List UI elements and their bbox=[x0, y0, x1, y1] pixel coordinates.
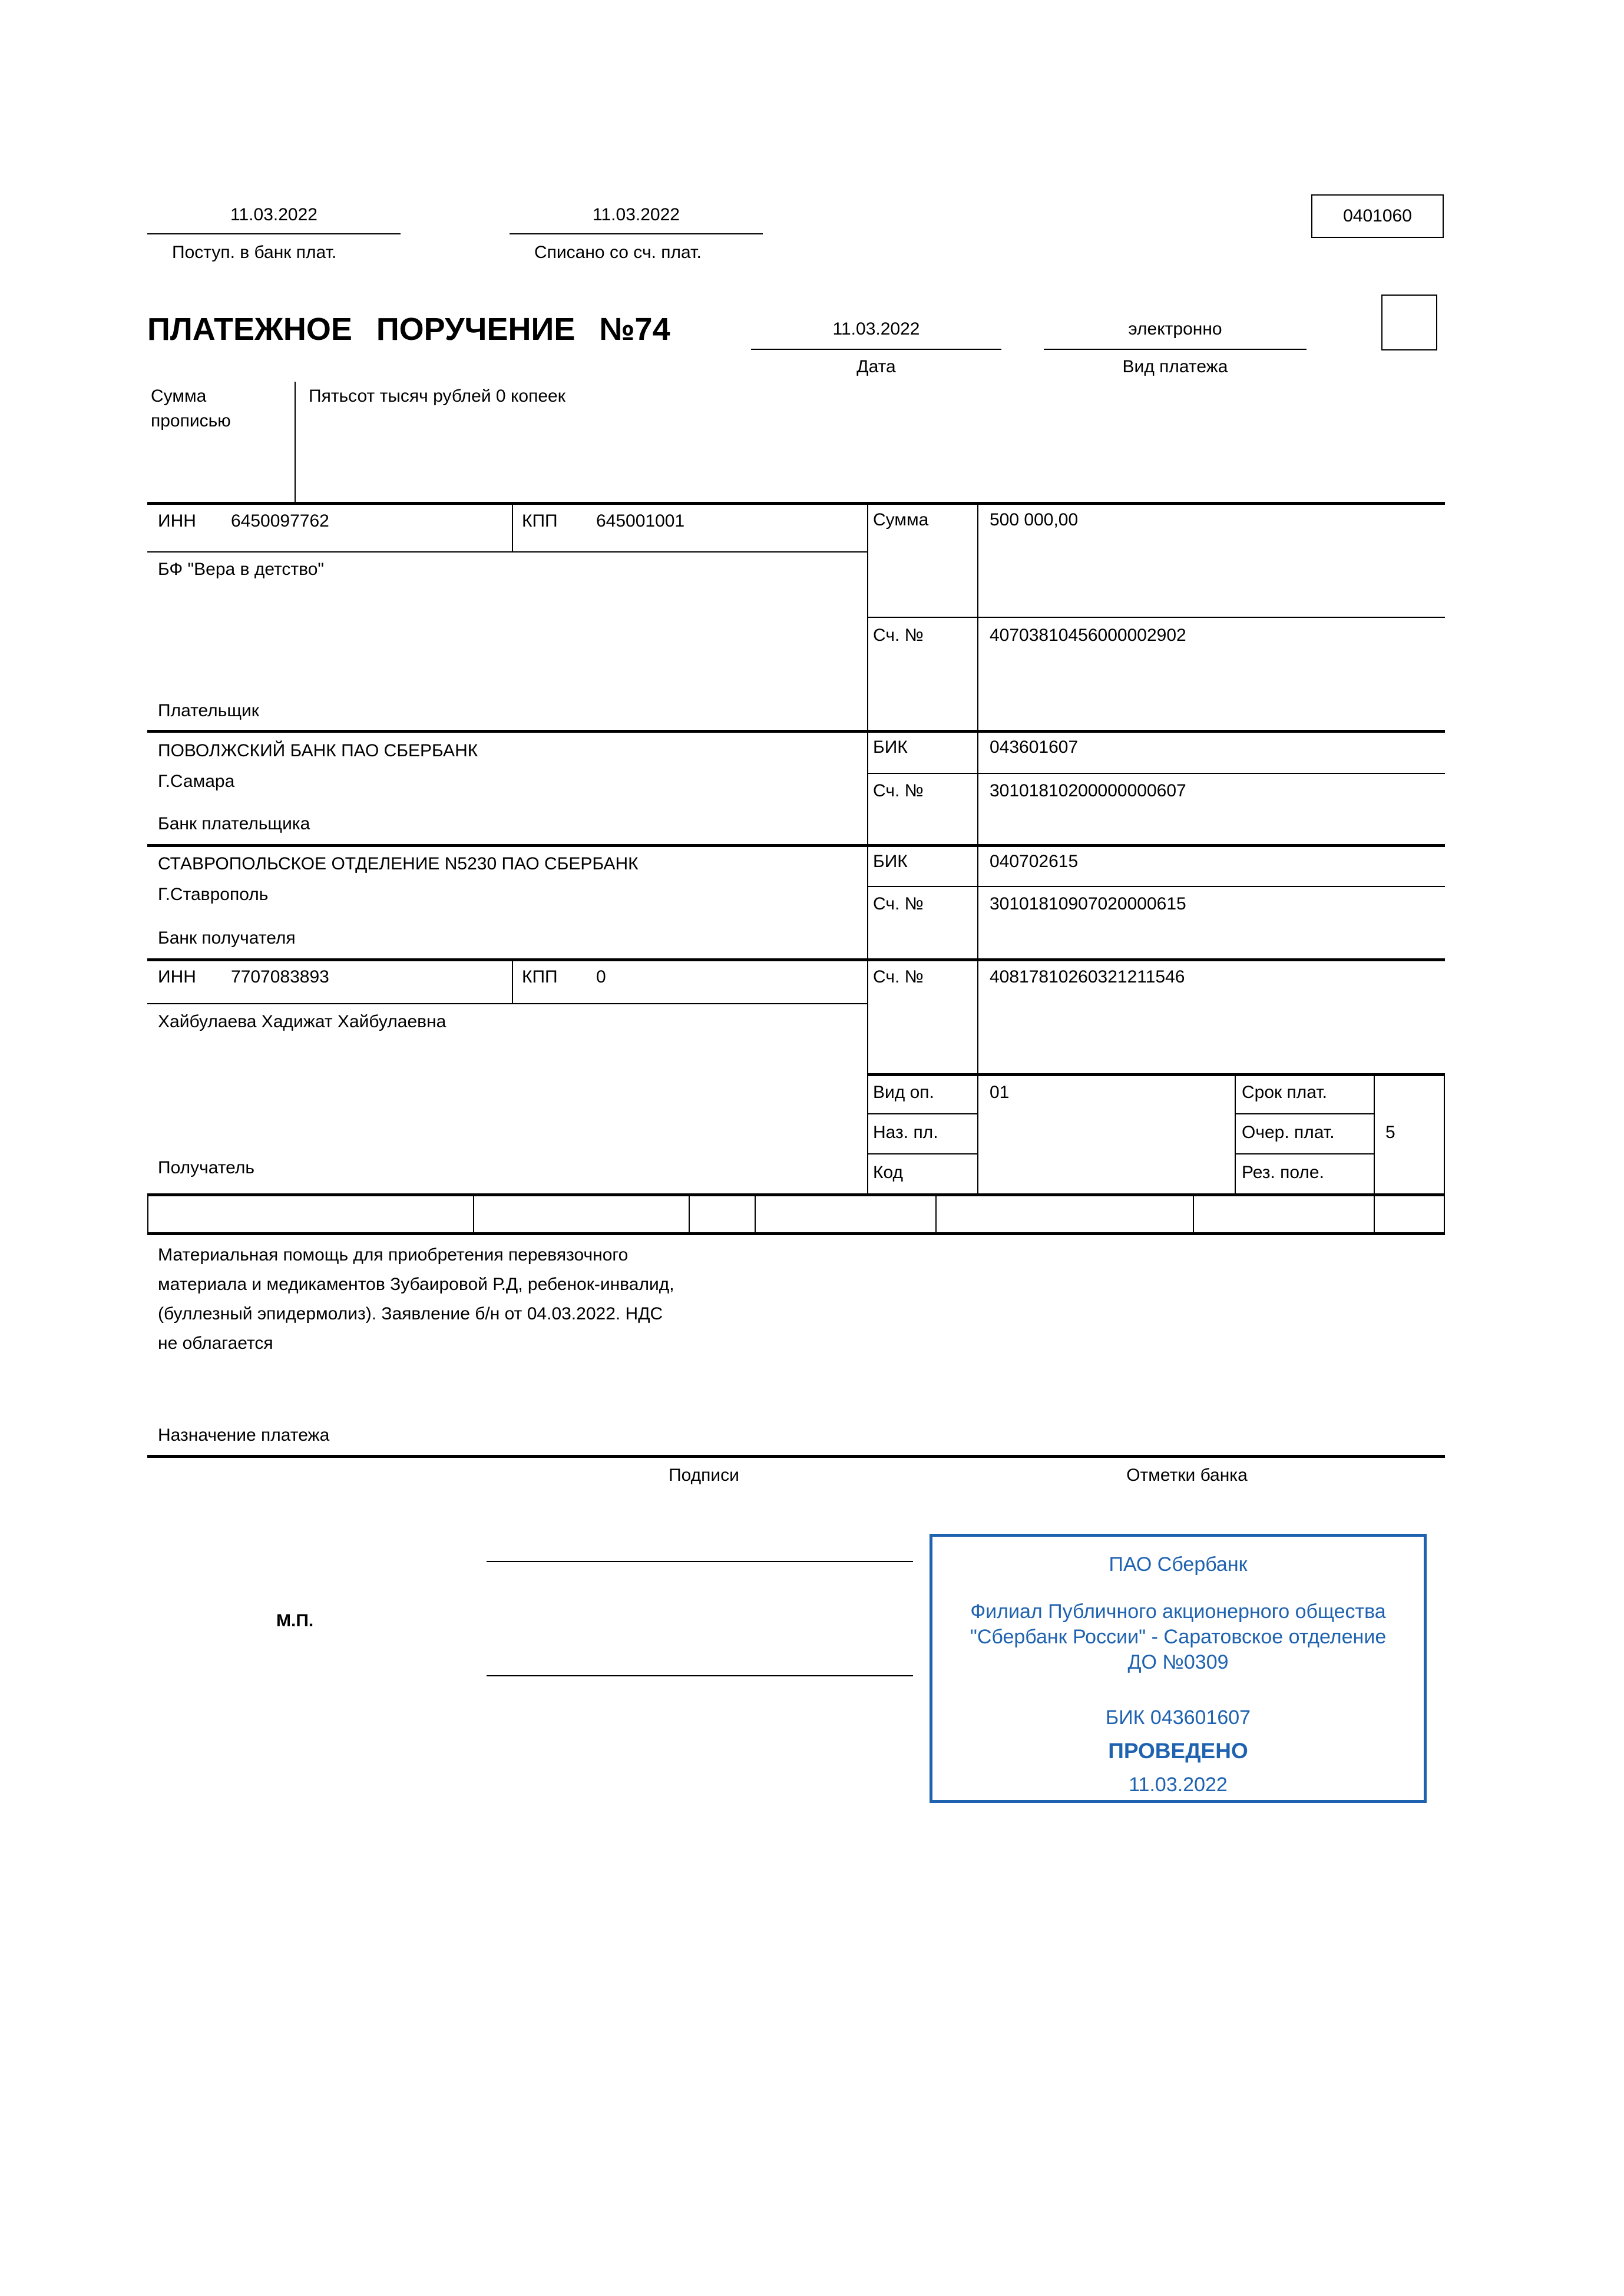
divider bbox=[977, 502, 978, 1193]
divider bbox=[147, 1455, 1445, 1458]
stamp-branch-line-2: "Сбербанк России" - Саратовское отделение bbox=[970, 1626, 1387, 1648]
payer-bank-account-label: Сч. № bbox=[873, 781, 924, 800]
divider bbox=[1235, 1073, 1236, 1193]
divider bbox=[867, 617, 1445, 618]
payer-account-label: Сч. № bbox=[873, 626, 924, 645]
divider bbox=[147, 958, 1445, 961]
payee-inn-value: 7707083893 bbox=[231, 967, 329, 987]
divider bbox=[867, 773, 1445, 774]
divider bbox=[295, 382, 296, 503]
signature-line bbox=[487, 1675, 913, 1676]
payer-bank-bik-value: 043601607 bbox=[990, 737, 1079, 757]
divider bbox=[147, 730, 1445, 733]
purpose-section-label: Назначение платежа bbox=[158, 1425, 330, 1445]
op-kind-label: Вид оп. bbox=[873, 1083, 934, 1102]
stamp-branch-line-3: ДО №0309 bbox=[1127, 1651, 1229, 1673]
code-label: Код bbox=[873, 1163, 904, 1182]
divider bbox=[935, 1193, 937, 1232]
payee-bank-account-value: 30101810907020000615 bbox=[990, 894, 1186, 914]
op-kind-value: 01 bbox=[990, 1083, 1010, 1102]
payer-kpp-value: 645001001 bbox=[596, 511, 685, 531]
stamp-bank-name: ПАО Сбербанк bbox=[1109, 1553, 1248, 1576]
seal-place-label: М.П. bbox=[276, 1611, 314, 1630]
divider bbox=[147, 551, 867, 553]
stamp-status: ПРОВЕДЕНО bbox=[1108, 1739, 1248, 1763]
signatures-label: Подписи bbox=[669, 1465, 739, 1485]
amount-in-words-value: Пятьсот тысяч рублей 0 копеек bbox=[309, 386, 565, 406]
form-code: 0401060 bbox=[1343, 206, 1412, 226]
priority-value: 5 bbox=[1385, 1123, 1395, 1142]
divider bbox=[867, 1153, 978, 1154]
payee-section-label: Получатель bbox=[158, 1158, 254, 1177]
payer-inn-label: ИНН bbox=[158, 511, 196, 531]
payee-kpp-value: 0 bbox=[596, 967, 606, 987]
sum-value: 500 000,00 bbox=[990, 510, 1079, 530]
divider bbox=[1374, 1073, 1375, 1193]
reserve-field-label: Рез. поле. bbox=[1242, 1163, 1324, 1182]
sum-label: Сумма bbox=[873, 510, 929, 530]
divider bbox=[1193, 1193, 1194, 1232]
payer-kpp-label: КПП bbox=[522, 511, 558, 531]
divider bbox=[1444, 1193, 1445, 1232]
payer-bank-bik-label: БИК bbox=[873, 737, 908, 757]
divider bbox=[510, 233, 763, 234]
payee-bank-account-label: Сч. № bbox=[873, 894, 924, 914]
payee-bank-name: СТАВРОПОЛЬСКОЕ ОТДЕЛЕНИЕ N5230 ПАО СБЕРБАНК bbox=[158, 854, 639, 874]
amount-words-label-2: прописью bbox=[151, 411, 231, 431]
divider bbox=[1374, 1193, 1375, 1232]
payer-bank-name: ПОВОЛЖСКИЙ БАНК ПАО СБЕРБАНК bbox=[158, 741, 478, 760]
payer-inn-value: 6450097762 bbox=[231, 511, 329, 531]
divider bbox=[1044, 349, 1307, 350]
payer-bank-account-value: 30101810200000000607 bbox=[990, 781, 1186, 800]
divider bbox=[147, 844, 1445, 847]
divider bbox=[1235, 1113, 1375, 1114]
divider bbox=[147, 1193, 1445, 1196]
divider bbox=[867, 1073, 1445, 1076]
stamp-branch-line-1: Филиал Публичного акционерного общества bbox=[970, 1600, 1386, 1623]
divider bbox=[147, 1193, 148, 1232]
divider bbox=[867, 1113, 978, 1114]
document-date: 11.03.2022 bbox=[832, 319, 920, 339]
stamp-bik: БИК 043601607 bbox=[1105, 1706, 1251, 1729]
debited-from-account-label: Списано со сч. плат. bbox=[534, 243, 702, 262]
payee-bank-city: Г.Ставрополь bbox=[158, 885, 269, 904]
divider bbox=[147, 233, 401, 234]
purpose-line-1: Материальная помощь для приобретения перевязочного bbox=[158, 1245, 629, 1265]
purpose-line-3: (буллезный эпидермолиз). Заявление б/н от 04.03.2022. НДС bbox=[158, 1304, 663, 1324]
divider bbox=[512, 958, 513, 1003]
payer-section-label: Плательщик bbox=[158, 701, 259, 720]
payee-bank-section-label: Банк получателя bbox=[158, 928, 296, 948]
divider bbox=[473, 1193, 474, 1232]
stamp-date: 11.03.2022 bbox=[1129, 1774, 1228, 1796]
divider bbox=[751, 349, 1001, 350]
divider bbox=[867, 886, 1445, 887]
form-code-box bbox=[1311, 194, 1444, 238]
debited-from-account-date: 11.03.2022 bbox=[593, 205, 680, 224]
signature-line bbox=[487, 1561, 913, 1562]
document-title: ПЛАТЕЖНОЕ ПОРУЧЕНИЕ №74 bbox=[147, 312, 670, 347]
divider bbox=[1444, 1073, 1445, 1193]
priority-label: Очер. плат. bbox=[1242, 1123, 1335, 1142]
payer-bank-city: Г.Самара bbox=[158, 772, 235, 791]
payer-account-value: 40703810456000002902 bbox=[990, 626, 1186, 645]
divider bbox=[1235, 1153, 1375, 1154]
received-in-bank-label: Поступ. в банк плат. bbox=[172, 243, 337, 262]
payee-bank-bik-value: 040702615 bbox=[990, 852, 1079, 871]
divider bbox=[689, 1193, 690, 1232]
payee-name: Хайбулаева Хадижат Хайбулаевна bbox=[158, 1012, 446, 1031]
payee-inn-label: ИНН bbox=[158, 967, 196, 987]
received-in-bank-date: 11.03.2022 bbox=[230, 205, 317, 224]
divider bbox=[867, 502, 868, 1193]
payee-account-label: Сч. № bbox=[873, 967, 924, 987]
payer-bank-section-label: Банк плательщика bbox=[158, 814, 310, 833]
divider bbox=[147, 1232, 1445, 1235]
checkbox-cell bbox=[1381, 295, 1437, 350]
divider bbox=[147, 1003, 867, 1004]
bank-marks-label: Отметки банка bbox=[1126, 1465, 1248, 1485]
payee-account-value: 40817810260321211546 bbox=[990, 967, 1185, 987]
divider bbox=[512, 502, 513, 551]
due-date-label: Срок плат. bbox=[1242, 1083, 1328, 1102]
payer-name: БФ "Вера в детство" bbox=[158, 560, 325, 579]
purpose-code-label: Наз. пл. bbox=[873, 1123, 938, 1142]
payment-kind-value: электронно bbox=[1128, 319, 1222, 339]
purpose-line-2: материала и медикаментов Зубаировой Р.Д, ребенок-инвалид, bbox=[158, 1275, 674, 1294]
date-label: Дата bbox=[856, 357, 896, 376]
purpose-line-4: не облагается bbox=[158, 1334, 273, 1353]
payee-kpp-label: КПП bbox=[522, 967, 558, 987]
payment-kind-label: Вид платежа bbox=[1122, 357, 1228, 376]
divider bbox=[755, 1193, 756, 1232]
bank-stamp bbox=[930, 1534, 1427, 1803]
divider bbox=[147, 502, 1445, 505]
amount-words-label-1: Сумма bbox=[151, 386, 207, 406]
payee-bank-bik-label: БИК bbox=[873, 852, 908, 871]
